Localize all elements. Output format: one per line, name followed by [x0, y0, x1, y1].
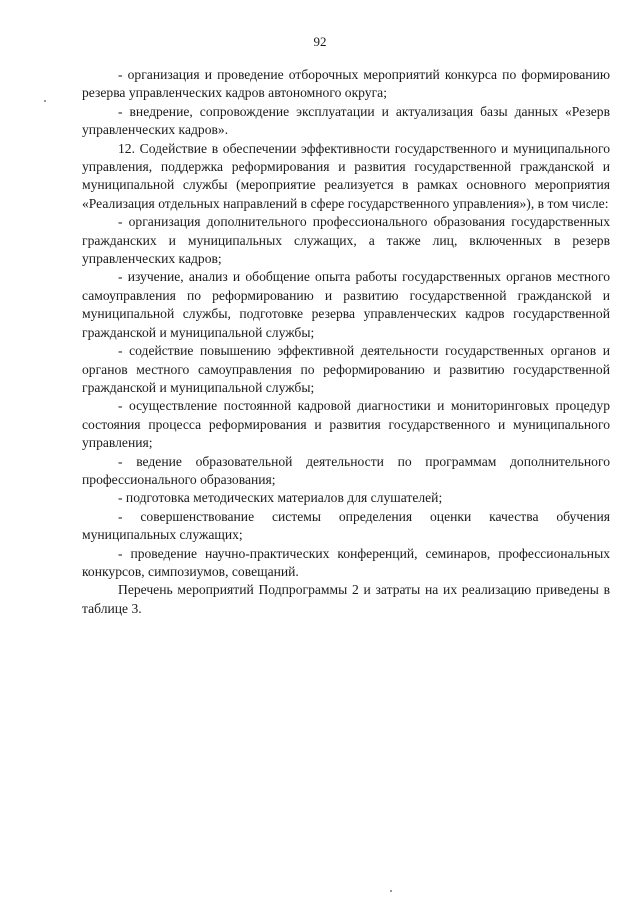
- paragraph-item-12: 12. Содействие в обеспечении эффективности государственного и муниципального управления, поддержка реформирования и развития государственной гражданской и муниципальной службы (мероприятие реализуется в рамках основного мероприятия «Реализация отдельных направлений в сфере государственного управления»), в том числе:: [82, 140, 610, 211]
- page-number: 92: [313, 34, 327, 49]
- paragraph-table-reference: Перечень мероприятий Подпрограммы 2 и затраты на их реализацию приведены в таблице 3.: [82, 582, 610, 616]
- paragraph-conferences: - проведение научно-практических конференций, семинаров, профессиональных конкурсов, симпозиумов, совещаний.: [82, 545, 610, 579]
- paragraph-personnel-diagnostics: - осуществление постоянной кадровой диагностики и мониторинговых процедур состояния процесса реформирования и развития государственного и муниципального управления;: [82, 398, 610, 451]
- scan-speck: [390, 890, 392, 892]
- paragraph-reserve-selection: - организация и проведение отборочных мероприятий конкурса по формированию резерва управленческих кадров автономного округа;: [82, 67, 610, 101]
- scan-speck: [44, 100, 46, 102]
- paragraph-methodical-materials: - подготовка методических материалов для слушателей;: [118, 490, 443, 506]
- paragraph-efficiency-promotion: - содействие повышению эффективной деятельности государственных органов и органов местного самоуправления по реформированию и развитию государственной гражданской и муниципальной службы;: [82, 343, 610, 395]
- document-body: [82, 66, 610, 618]
- paragraph-quality-assessment: - совершенствование системы определения оценки качества обучения муниципальных служащих;: [82, 508, 610, 543]
- paragraph-additional-education: - организация дополнительного профессионального образования государственных гражданских и муниципальных служащих, а также лиц, включенных в резерв управленческих кадров;: [82, 214, 610, 267]
- paragraph-experience-study: - изучение, анализ и обобщение опыта работы государственных органов местного самоуправления по реформированию и развитию государственной гражданской и муниципальной службы, подготовке резерва управленческих кадров государственной гражданской и муниципальной службы;: [82, 269, 610, 340]
- paragraph-reserve-database: - внедрение, сопровождение эксплуатации и актуализация базы данных «Резерв управленческих кадров».: [82, 103, 610, 138]
- paragraph-educational-activity: - ведение образовательной деятельности по программам дополнительного профессионального образования;: [82, 453, 610, 487]
